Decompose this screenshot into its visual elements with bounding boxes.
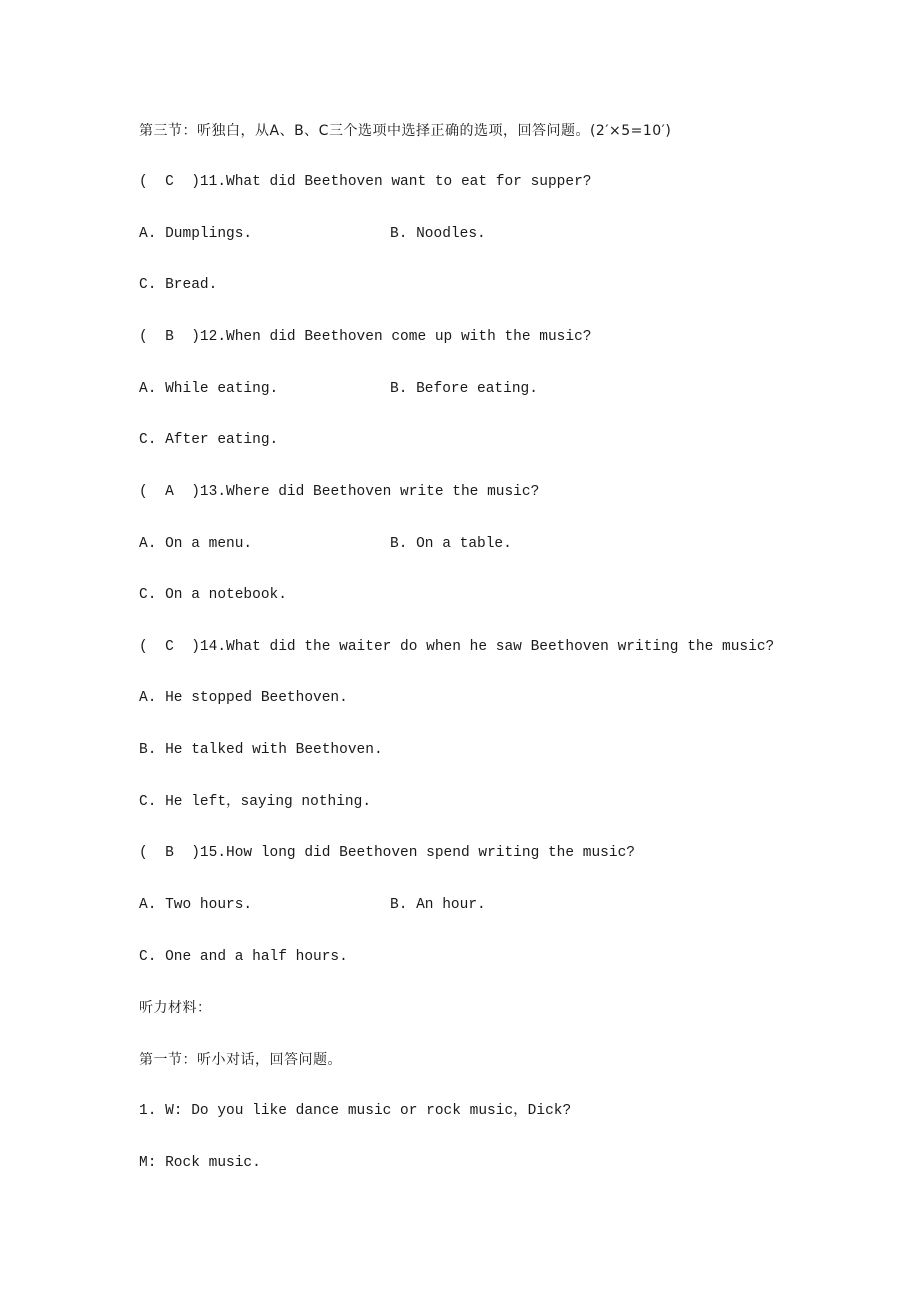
- question-stem: 13.Where did Beethoven write the music?: [199, 484, 540, 500]
- question-15: [139, 844, 635, 862]
- question-12: [139, 328, 592, 346]
- question-stem: 12.When did Beethoven come up with the music?: [199, 329, 592, 345]
- option-b: B. On a table.: [390, 536, 512, 552]
- section-heading: 第三节：听独白，从A、B、C三个选项中选择正确的选项，回答问题。(2′×5=10′): [139, 123, 672, 139]
- question-11: [139, 173, 592, 191]
- transcript-line: 1. W: Do you like dance music or rock music，Dick?: [139, 1103, 572, 1119]
- answer-prefix: ( B ): [139, 845, 200, 861]
- transcript-section1-heading: 第一节：听小对话，回答问题。: [139, 1052, 342, 1068]
- option-a: A. Two hours.: [139, 897, 253, 913]
- option-a: A. Dumplings.: [139, 226, 253, 242]
- option-b: B. Before eating.: [390, 381, 538, 397]
- question-13: [139, 483, 539, 501]
- option-c: C. Bread.: [139, 277, 218, 293]
- question-stem: 14.What did the waiter do when he saw Beethoven writing the music?: [199, 639, 775, 655]
- question-14: [139, 638, 774, 656]
- option-a: A. On a menu.: [139, 536, 253, 552]
- question-stem: 15.How long did Beethoven spend writing the music?: [199, 845, 635, 861]
- option-c: C. He left，saying nothing.: [139, 794, 372, 810]
- answer-prefix: ( C ): [139, 639, 200, 655]
- options-row: [139, 380, 839, 398]
- option-b: B. An hour.: [390, 897, 486, 913]
- options-row: [139, 535, 839, 553]
- option-c: C. After eating.: [139, 432, 279, 448]
- answer-prefix: ( B ): [139, 329, 200, 345]
- options-row: [139, 225, 839, 243]
- transcript-line: M: Rock music.: [139, 1155, 261, 1171]
- option-b: B. Noodles.: [390, 226, 486, 242]
- option-c: C. On a notebook.: [139, 587, 287, 603]
- option-a: A. He stopped Beethoven.: [139, 690, 348, 706]
- option-b: B. He talked with Beethoven.: [139, 742, 383, 758]
- option-a: A. While eating.: [139, 381, 279, 397]
- answer-prefix: ( A ): [139, 484, 200, 500]
- option-c: C. One and a half hours.: [139, 949, 348, 965]
- answer-prefix: ( C ): [139, 174, 200, 190]
- options-row: [139, 896, 839, 914]
- transcript-title: 听力材料：: [139, 1000, 212, 1016]
- question-stem: 11.What did Beethoven want to eat for supper?: [199, 174, 592, 190]
